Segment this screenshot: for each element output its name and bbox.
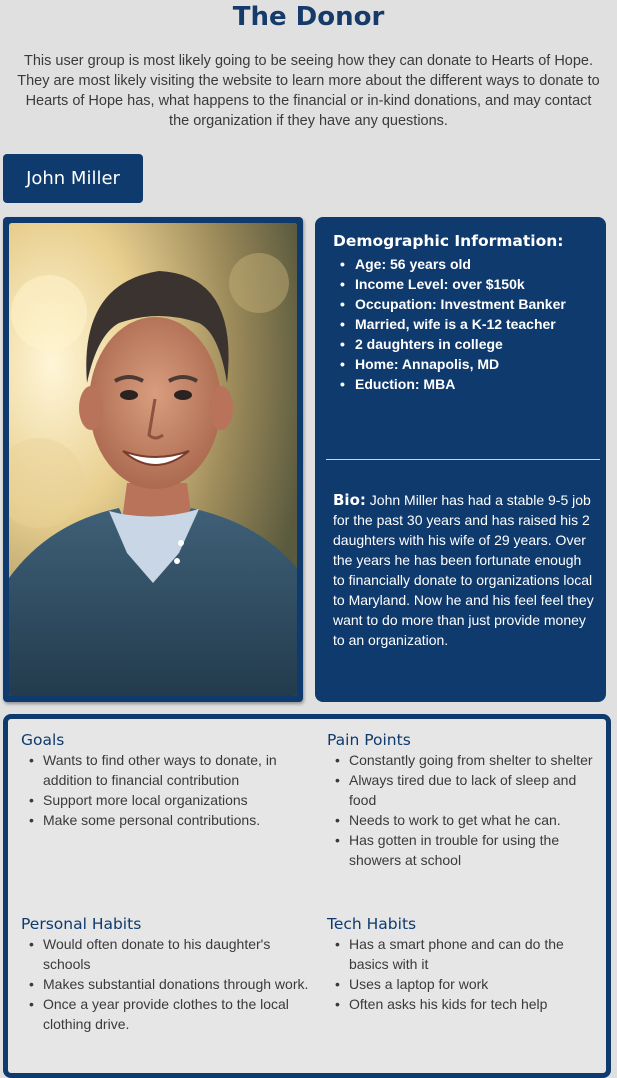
list-item: • Support more local organizations xyxy=(21,790,311,810)
intro-paragraph: This user group is most likely going to be seeing how they can donate to Hearts of Hope. They are most likely visiting the website to learn more about the different ways to donate to Hearts of Hope has, what happens to the financial or in-kind donations, and may contact the organization if they have any questions. xyxy=(17,53,600,129)
pain-points-heading: Pain Points xyxy=(327,731,411,749)
portrait-photo-icon xyxy=(9,223,297,696)
personal-habits-section xyxy=(21,914,311,1034)
list-item: • Makes substantial donations through work. xyxy=(21,974,311,994)
page-title: The Donor xyxy=(232,2,385,32)
list-item: • Home: Annapolis, MD xyxy=(338,354,566,374)
goals-heading: Goals xyxy=(21,731,65,749)
persona-photo xyxy=(9,223,297,696)
list-item: • Income Level: over $150k xyxy=(338,274,566,294)
goals-list xyxy=(21,750,311,830)
bio-label: Bio: xyxy=(333,491,366,509)
list-item: • Has gotten in trouble for using the showers at school xyxy=(327,830,599,870)
list-item: • Has a smart phone and can do the basics with it xyxy=(327,934,599,974)
bio xyxy=(333,490,595,650)
list-item: • Make some personal contributions. xyxy=(21,810,311,830)
pain-points-list xyxy=(327,750,599,870)
tech-habits-section xyxy=(327,914,599,1014)
bio-text: John Miller has had a stable 9-5 job for the past 30 years and has raised his 2 daughters with his wife of 29 years. Over the years he has been fortunate enough to financially donate to organizations local to Maryland. Now he and his feel feel they want to do more than just provide money to an organization. xyxy=(333,492,594,648)
list-item: • Eduction: MBA xyxy=(338,374,566,394)
list-item: • Would often donate to his daughter's schools xyxy=(21,934,311,974)
list-item: • Occupation: Investment Banker xyxy=(338,294,566,314)
list-item: • Age: 56 years old xyxy=(338,254,566,274)
list-item: • Wants to find other ways to donate, in addition to financial contribution xyxy=(21,750,311,790)
goals-section xyxy=(21,730,311,830)
list-item: • Needs to work to get what he can. xyxy=(327,810,599,830)
list-item: • Uses a laptop for work xyxy=(327,974,599,994)
demographics-heading: Demographic Information: xyxy=(333,232,564,250)
list-item: • Married, wife is a K-12 teacher xyxy=(338,314,566,334)
list-item: • Always tired due to lack of sleep and food xyxy=(327,770,599,810)
list-item: • Often asks his kids for tech help xyxy=(327,994,599,1014)
persona-name: John Miller xyxy=(26,168,120,189)
list-item: • 2 daughters in college xyxy=(338,334,566,354)
list-item: • Constantly going from shelter to shelter xyxy=(327,750,599,770)
demographics-list xyxy=(338,254,566,394)
list-item: • Once a year provide clothes to the local clothing drive. xyxy=(21,994,311,1034)
habits-panel xyxy=(3,714,611,1078)
personal-habits-heading: Personal Habits xyxy=(21,915,142,933)
demographics-panel xyxy=(315,217,606,702)
tech-habits-heading: Tech Habits xyxy=(327,915,417,933)
persona-name-tag xyxy=(3,154,143,203)
photo-frame xyxy=(3,217,303,702)
divider xyxy=(326,459,600,460)
tech-habits-list xyxy=(327,934,599,1014)
pain-points-section xyxy=(327,730,599,870)
personal-habits-list xyxy=(21,934,311,1034)
